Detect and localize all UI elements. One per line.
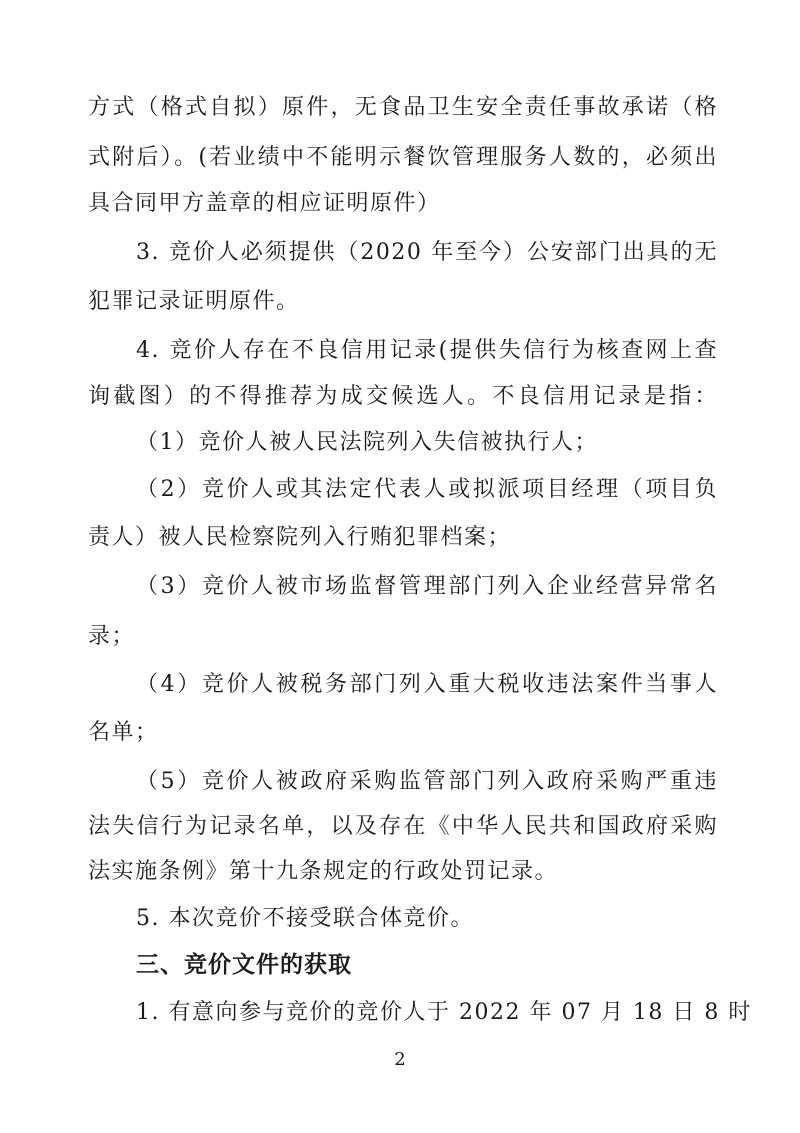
list-item: （2）竞价人或其法定代表人或拟派项目经理（项目负 xyxy=(136,477,718,502)
paragraph-line: 询截图）的不得推荐为成交候选人。不良信用记录是指： xyxy=(88,384,718,409)
paragraph-line: 犯罪记录证明原件。 xyxy=(88,289,300,314)
list-item: （3）竞价人被市场监督管理部门列入企业经营异常名 xyxy=(136,574,718,599)
list-item: （4）竞价人被税务部门列入重大税收违法案件当事人 xyxy=(136,672,718,697)
list-item: （1）竞价人被人民法院列入失信被执行人； xyxy=(136,430,598,455)
paragraph-line: 3. 竞价人必须提供（2020 年至今）公安部门出具的无 xyxy=(136,240,718,265)
section-heading: 三、竞价文件的获取 xyxy=(136,952,352,978)
list-item: （5）竞价人被政府采购监管部门列入政府采购严重违 xyxy=(136,769,718,794)
paragraph-line: 4. 竞价人存在不良信用记录(提供失信行为核查网上查 xyxy=(136,338,718,363)
paragraph-line: 具合同甲方盖章的相应证明原件） xyxy=(88,191,441,216)
paragraph-line: 录； xyxy=(88,624,136,649)
paragraph-line: 1. 有意向参与竞价的竞价人于 2022 年 07 月 18 日 8 时 xyxy=(136,1000,752,1025)
paragraph-line: 方式（格式自拟）原件，无食品卫生安全责任事故承诺（格 xyxy=(88,95,718,120)
paragraph-line: 法失信行为记录名单，以及存在《中华人民共和国政府采购 xyxy=(88,814,718,839)
paragraph-line: 名单； xyxy=(88,720,159,745)
paragraph-line: 法实施条例》第十九条规定的行政处罚记录。 xyxy=(88,859,559,884)
page-number: 2 xyxy=(394,1049,406,1070)
paragraph-line: 责人）被人民检察院列入行贿犯罪档案； xyxy=(88,525,512,550)
paragraph-line: 5. 本次竞价不接受联合体竞价。 xyxy=(136,906,474,931)
paragraph-line: 式附后）。(若业绩中不能明示餐饮管理服务人数的，必须出 xyxy=(88,145,718,170)
